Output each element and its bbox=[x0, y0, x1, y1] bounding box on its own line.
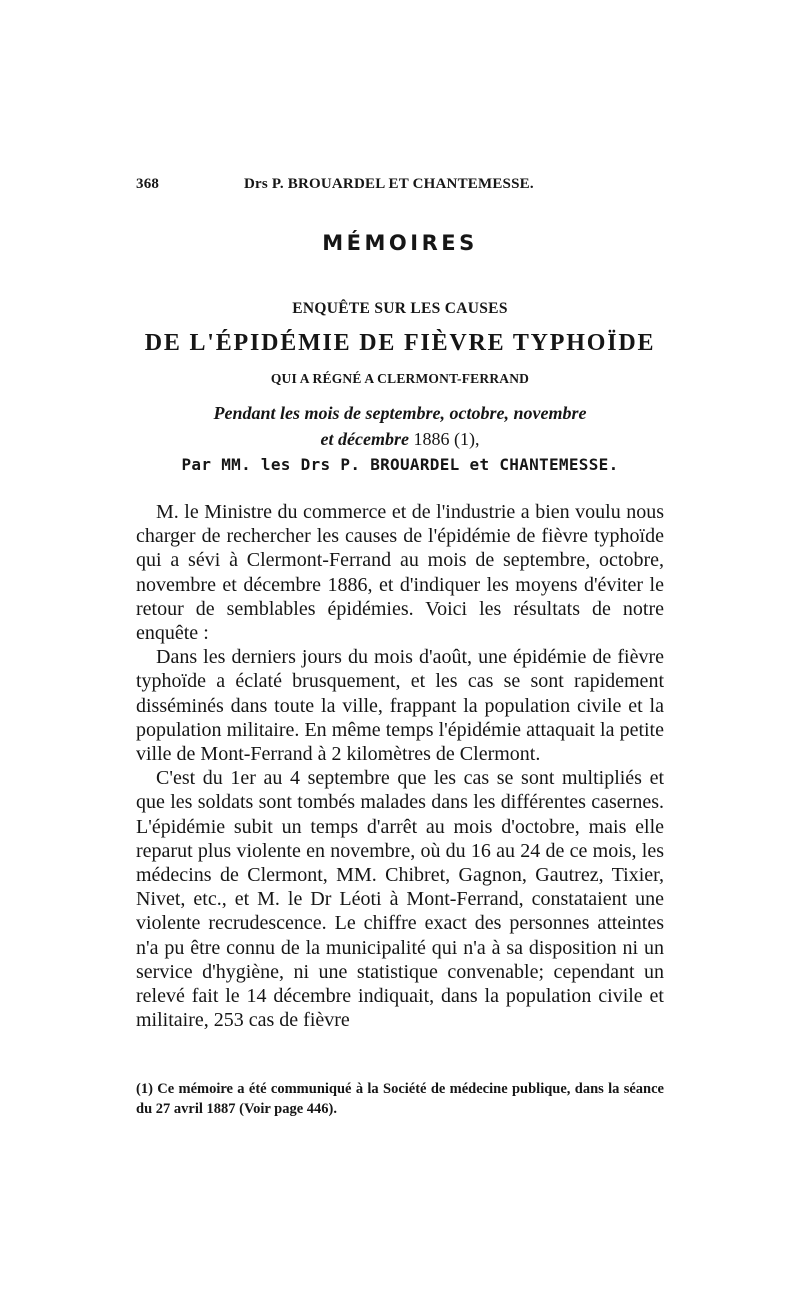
article-title-line-2: DE L'ÉPIDÉMIE DE FIÈVRE TYPHOÏDE bbox=[144, 330, 656, 356]
body-paragraph-1: M. le Ministre du commerce et de l'industrie a bien voulu nous charger de rechercher les causes de l'épidémie de fièvre typhoïde qui a sévi à Clermont-Ferrand au mois de septembre, octobre, novembre et décembre 1886, et d'indiquer les moyens d'éviter le retour de semblables épidémies. Voici les résultats de notre enquête : bbox=[136, 501, 664, 645]
period-line-1: Pendant les mois de septembre, octobre, novembre bbox=[213, 403, 587, 423]
running-head-title: Drs P. BROUARDEL ET CHANTEMESSE. bbox=[244, 176, 534, 192]
running-head bbox=[136, 176, 656, 198]
section-heading: MÉMOIRES bbox=[322, 231, 478, 255]
body-paragraph-3: C'est du 1er au 4 septembre que les cas se sont multipliés et que les soldats sont tombés malades dans les différentes casernes. L'épidémie subit un temps d'arrêt au mois d'octobre, mais elle reparut plus violente en novembre, où du 16 au 24 de ce mois, les médecins de Clermont, MM. Chibret, Gagnon, Gautrez, Tixier, Nivet, etc., et M. le Dr Léoti à Mont-Ferrand, constataient une violente recrudescence. Le chiffre exact des personnes atteintes n'a pu être connu de la municipalité qui n'a à sa disposition ni un service d'hygiène, ni une statistique convenable; cependant un relevé fait le 14 décembre indiquait, dans la population civile et militaire, 253 cas de fièvre bbox=[136, 767, 664, 1032]
period-line-2-italic: et décembre bbox=[320, 429, 409, 449]
footnote: (1) Ce mémoire a été communiqué à la Société de médecine publique, dans la séance du 27 avril 1887 (Voir page 446). bbox=[136, 1081, 664, 1117]
article-title-line-1: ENQUÊTE SUR LES CAUSES bbox=[292, 300, 508, 317]
period-line-2-rest: 1886 (1), bbox=[408, 429, 480, 449]
article-period bbox=[0, 400, 800, 452]
page-number: 368 bbox=[136, 176, 160, 192]
body-paragraph-2: Dans les derniers jours du mois d'août, une épidémie de fièvre typhoïde a éclaté brusquement, et les cas se sont rapidement disséminés dans toute la ville, frappant la population civile et la population militaire. En même temps l'épidémie attaquait la petite ville de Mont-Ferrand à 2 kilomètres de Clermont. bbox=[136, 646, 664, 766]
article-title-line-3: QUI A RÉGNÉ A CLERMONT-FERRAND bbox=[270, 371, 530, 386]
article-body bbox=[136, 500, 664, 1032]
article-authors: Par MM. les Drs P. BROUARDEL et CHANTEMESSE. bbox=[181, 455, 619, 474]
